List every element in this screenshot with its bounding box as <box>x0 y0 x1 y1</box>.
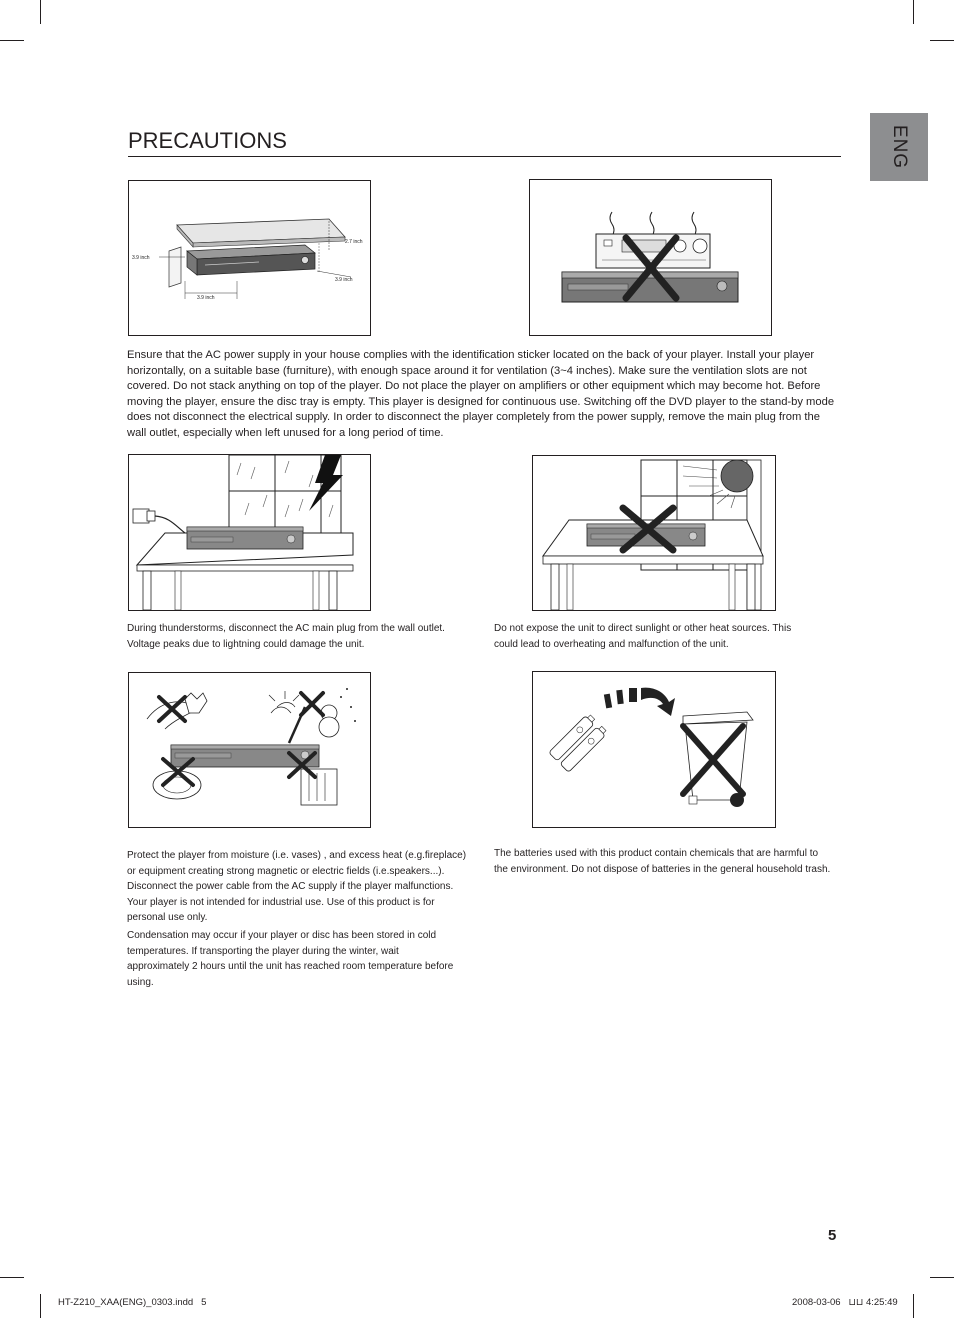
crop-mark <box>913 1294 914 1318</box>
crop-mark <box>0 1277 24 1278</box>
crop-mark <box>930 1277 954 1278</box>
moisture-caption: Protect the player from moisture (i.e. vases) , and excess heat (e.g.fireplace) or equipment creating strong magnetic or electric fields (i.e.speakers...). Disconnect the power cable from the AC supply if the player malfunctions. Your player is not intended for industrial use. Use of this product is for personal use only. <box>127 850 467 923</box>
thunderstorm-caption: During thunderstorms, disconnect the AC main plug from the wall outlet. Voltage peaks due to lightning could damage the unit. <box>127 623 445 650</box>
crop-mark <box>930 40 954 41</box>
dimension-label: 3.9 inch <box>132 255 150 261</box>
language-tab-label: ENG <box>889 124 910 170</box>
dimension-label: 3.9 inch <box>335 277 353 283</box>
title-rule <box>128 156 841 157</box>
page-title: PRECAUTIONS <box>128 128 287 153</box>
intro-paragraph: Ensure that the AC power supply in your house complies with the identification sticker located on the back of your player. Install your player horizontally, on a suitable base (furniture), with enough space around it for ventilation (3~4 inches). Make sure the ventilation slots are not covered. Do not stack anything on top of the player. Do not place the player on amplifiers or other equipment which may become hot. Before moving the player, ensure the disc tray is empty. This player is designed for continuous use. Switching off the DVD player to the stand-by mode does not disconnect the electrical supply. In order to disconnect the player completely from the power supply, remove the main plug from the wall outlet, especially when left unused for a long period of time. <box>127 349 835 439</box>
battery-disposal-illustration <box>532 671 776 828</box>
condensation-caption: Condensation may occur if your player or disc has been stored in cold temperatures. If transporting the player during the winter, wait approximately 2 hours until the unit has reached room temperature before using. <box>127 930 454 988</box>
ventilation-illustration <box>128 180 371 336</box>
file-slug: HT-Z210_XAA(ENG)_0303.indd 5 <box>58 1297 207 1308</box>
language-tab <box>870 113 928 181</box>
thunderstorm-illustration <box>128 454 371 611</box>
print-timestamp: 2008-03-06 ⊔⊔ 4:25:49 <box>792 1297 898 1308</box>
sunlight-caption: Do not expose the unit to direct sunlight or other heat sources. This could lead to overheating and malfunction of the unit. <box>494 623 792 650</box>
moisture-heat-illustration <box>128 672 371 828</box>
batteries-caption: The batteries used with this product contain chemicals that are harmful to the environment. Do not dispose of batteries in the general household trash. <box>494 848 831 875</box>
stacking-warning-illustration <box>529 179 772 336</box>
crop-mark <box>40 1294 41 1318</box>
crop-mark <box>40 0 41 24</box>
sunlight-illustration <box>532 455 776 611</box>
crop-mark <box>913 0 914 24</box>
dimension-label: 3.9 inch <box>197 295 215 301</box>
page-number: 5 <box>828 1227 837 1244</box>
crop-mark <box>0 40 24 41</box>
dimension-label: 2.7 inch <box>345 239 363 245</box>
